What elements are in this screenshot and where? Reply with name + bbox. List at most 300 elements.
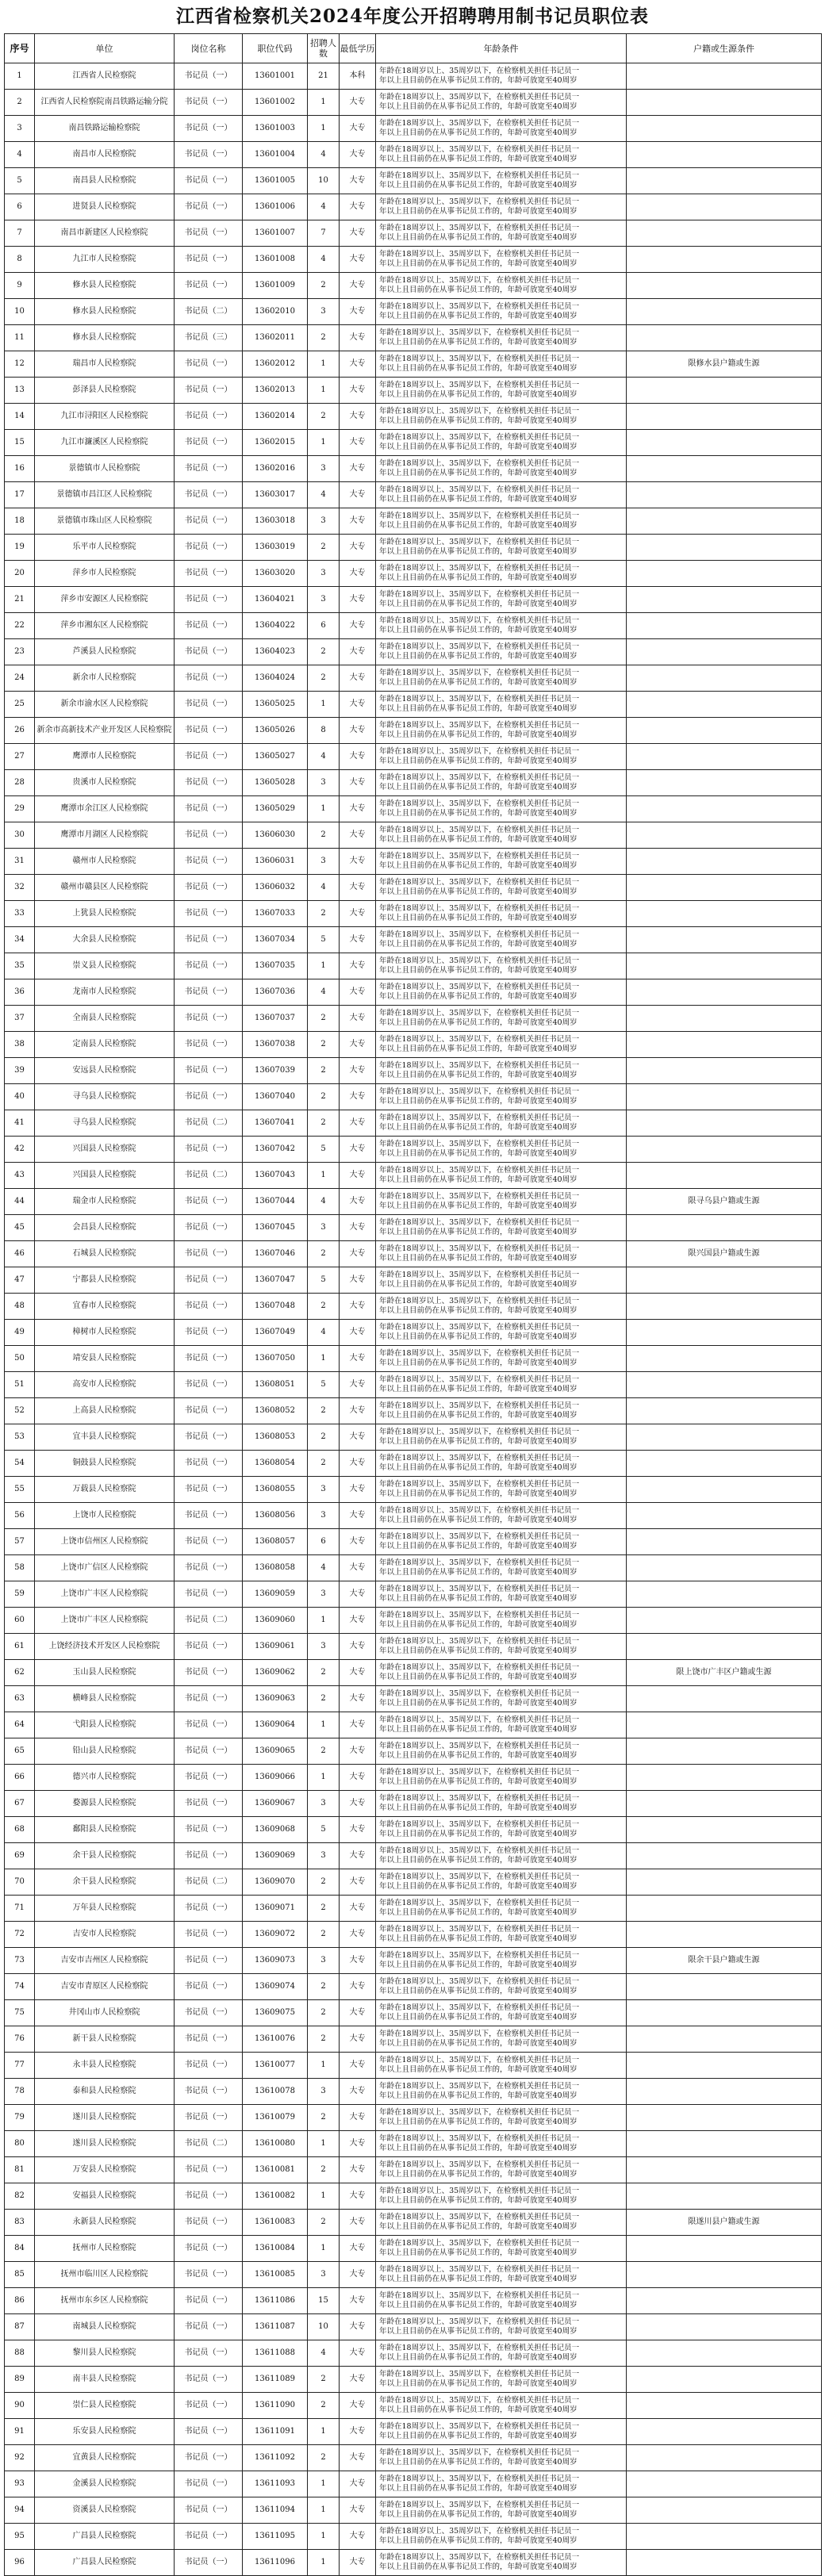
cell-unit: 景德镇市昌江区人民检察院 [35,482,175,508]
cond-line-1: 年龄在18周岁以上、35周岁以下，在检察机关担任书记员一 [379,2082,580,2091]
cell-hukou [627,1006,822,1032]
cell-unit: 宜丰县人民检察院 [35,1424,175,1451]
cell-seq: 54 [5,1451,35,1477]
table-row [5,639,822,665]
cell-num: 3 [308,587,340,613]
cell-seq: 86 [5,2288,35,2314]
cell-unit: 乐平市人民检察院 [35,535,175,561]
cell-edu: 大专 [340,1424,376,1451]
cell-num: 3 [308,299,340,325]
cell-code: 13604021 [243,587,308,613]
cell-hukou [627,1294,822,1320]
cell-seq: 14 [5,404,35,430]
cell-num: 1 [308,692,340,718]
cell-code: 13609066 [243,1765,308,1791]
table-row [5,2367,822,2393]
table-row [5,1058,822,1084]
cell-seq: 1 [5,63,35,90]
cell-num: 2 [308,1032,340,1058]
cond-line-1: 年龄在18周岁以上、35周岁以下，在检察机关担任书记员一 [379,1794,580,1803]
cell-num: 21 [308,63,340,90]
cond-line-1: 年龄在18周岁以上、35周岁以下，在检察机关担任书记员一 [379,1323,580,1332]
cond-line-2: 年以上且目前仍在从事书记员工作的，年龄可放宽至40周岁 [379,1306,578,1315]
table-row [5,1738,822,1765]
cell-edu: 大专 [340,1608,376,1634]
cond-line-1: 年龄在18周岁以上、35周岁以下，在检察机关担任书记员一 [379,2422,580,2431]
cond-line-1: 年龄在18周岁以上、35周岁以下，在检察机关担任书记员一 [379,2187,580,2195]
cell-post: 书记员（一） [175,1660,243,1686]
cell-edu: 大专 [340,927,376,953]
cond-line-1: 年龄在18周岁以上、35周岁以下，在检察机关担任书记员一 [379,328,580,337]
cell-num: 1 [308,1765,340,1791]
cell-hukou [627,1215,822,1241]
cell-hukou [627,273,822,299]
cell-unit: 萍乡市湘东区人民检察院 [35,613,175,639]
cond-line-1: 年龄在18周岁以上、35周岁以下，在检察机关担任书记员一 [379,590,580,599]
table-row [5,2497,822,2524]
cell-seq: 88 [5,2340,35,2367]
cond-line-2: 年以上且目前仍在从事书记员工作的，年龄可放宽至40周岁 [379,1489,578,1498]
table-row [5,404,822,430]
cell-cond [376,2367,627,2393]
cell-hukou [627,2053,822,2079]
cell-cond [376,2183,627,2210]
cell-unit: 上饶市信州区人民检察院 [35,1529,175,1555]
cell-seq: 68 [5,1817,35,1843]
cell-post: 书记员（二） [175,1110,243,1137]
cell-num: 1 [308,2471,340,2497]
cell-seq: 73 [5,1948,35,1974]
cell-edu: 大专 [340,1477,376,1503]
cond-line-2: 年以上且目前仍在从事书记员工作的，年龄可放宽至40周岁 [379,1882,578,1891]
cond-line-1: 年龄在18周岁以上、35周岁以下，在检察机关担任书记员一 [379,642,580,651]
cell-edu: 大专 [340,116,376,142]
cell-unit: 南丰县人民检察院 [35,2367,175,2393]
cell-code: 13609068 [243,1817,308,1843]
cell-edu: 大专 [340,692,376,718]
cell-num: 2 [308,665,340,692]
cell-unit: 会昌县人民检察院 [35,1215,175,1241]
cond-line-2: 年以上且目前仍在从事书记员工作的，年龄可放宽至40周岁 [379,443,578,451]
cell-cond [376,1555,627,1581]
cond-line-2: 年以上且目前仍在从事书记员工作的，年龄可放宽至40周岁 [379,809,578,818]
table-row [5,482,822,508]
cell-num: 2 [308,2105,340,2131]
cell-seq: 33 [5,901,35,927]
cell-seq: 31 [5,849,35,875]
cell-edu: 大专 [340,194,376,220]
cell-seq: 49 [5,1320,35,1346]
cell-seq: 41 [5,1110,35,1137]
cond-line-2: 年以上且目前仍在从事书记员工作的，年龄可放宽至40周岁 [379,1280,578,1289]
cell-hukou [627,561,822,587]
cell-code: 13607038 [243,1032,308,1058]
cell-cond [376,142,627,168]
cond-line-2: 年以上且目前仍在从事书记员工作的，年龄可放宽至40周岁 [379,1516,578,1524]
cell-code: 13601005 [243,168,308,194]
table-row [5,1660,822,1686]
cell-hukou [627,1503,822,1529]
cell-num: 1 [308,116,340,142]
cell-cond [376,482,627,508]
cell-post: 书记员（一） [175,220,243,247]
cell-hukou: 限兴国县户籍或生源 [627,1241,822,1267]
cell-num: 2 [308,1686,340,1712]
cell-post: 书记员（一） [175,2524,243,2550]
cell-seq: 79 [5,2105,35,2131]
cell-hukou [627,2497,822,2524]
cell-post: 书记员（一） [175,2314,243,2340]
cell-unit: 玉山县人民检察院 [35,1660,175,1686]
cell-num: 2 [308,1660,340,1686]
cell-seq: 47 [5,1267,35,1294]
table-row [5,875,822,901]
cell-num: 4 [308,194,340,220]
cell-num: 3 [308,1581,340,1608]
cell-code: 13601007 [243,220,308,247]
cond-line-1: 年龄在18周岁以上、35周岁以下，在检察机关担任书记员一 [379,1558,580,1567]
cell-hukou [627,1581,822,1608]
cell-num: 10 [308,168,340,194]
cell-num: 1 [308,953,340,979]
cell-hukou [627,1398,822,1424]
cond-line-1: 年龄在18周岁以上、35周岁以下，在检察机关担任书记员一 [379,276,580,285]
cond-line-2: 年以上且目前仍在从事书记员工作的，年龄可放宽至40周岁 [379,1542,578,1551]
table-row [5,1477,822,1503]
cell-code: 13610085 [243,2262,308,2288]
cell-edu: 大专 [340,2524,376,2550]
cell-code: 13607046 [243,1241,308,1267]
cell-code: 13609069 [243,1843,308,1869]
cell-code: 13607049 [243,1320,308,1346]
cell-post: 书记员（一） [175,2419,243,2445]
cell-code: 13602014 [243,404,308,430]
cell-post: 书记员（一） [175,535,243,561]
cell-hukou [627,927,822,953]
cond-line-2: 年以上且目前仍在从事书记员工作的，年龄可放宽至40周岁 [379,1961,578,1969]
cell-edu: 大专 [340,2393,376,2419]
cell-unit: 金溪县人民检察院 [35,2471,175,2497]
cell-post: 书记员（一） [175,613,243,639]
cell-cond [376,613,627,639]
cond-line-2: 年以上且目前仍在从事书记员工作的，年龄可放宽至40周岁 [379,573,578,582]
cell-seq: 80 [5,2131,35,2157]
table-row [5,1137,822,1163]
cell-edu: 大专 [340,351,376,378]
cell-post: 书记员（一） [175,1791,243,1817]
cell-cond [376,2053,627,2079]
cell-cond [376,1320,627,1346]
table-row [5,116,822,142]
cell-code: 13607043 [243,1163,308,1189]
cond-line-2: 年以上且目前仍在从事书记员工作的，年龄可放宽至40周岁 [379,1856,578,1865]
cell-edu: 大专 [340,1529,376,1555]
cell-hukou [627,639,822,665]
cond-line-2: 年以上且目前仍在从事书记员工作的，年龄可放宽至40周岁 [379,1097,578,1106]
cell-unit: 安福县人民检察院 [35,2183,175,2210]
cell-code: 13610083 [243,2210,308,2236]
cell-unit: 进贤县人民检察院 [35,194,175,220]
cell-hukou: 限上饶市广丰区户籍或生源 [627,1660,822,1686]
cell-edu: 大专 [340,142,376,168]
cell-num: 2 [308,1451,340,1477]
cond-line-1: 年龄在18周岁以上、35周岁以下，在检察机关担任书记员一 [379,433,580,442]
cond-line-2: 年以上且目前仍在从事书记员工作的，年龄可放宽至40周岁 [379,1725,578,1734]
cell-post: 书记员（一） [175,1294,243,1320]
cond-line-1: 年龄在18周岁以上、35周岁以下，在检察机关担任书记员一 [379,1899,580,1907]
cell-edu: 大专 [340,1660,376,1686]
cell-post: 书记员（一） [175,168,243,194]
table-row [5,2026,822,2053]
cell-num: 2 [308,325,340,351]
cell-seq: 81 [5,2157,35,2183]
cell-hukou [627,1634,822,1660]
cell-post: 书记员（一） [175,979,243,1006]
cell-post: 书记员（一） [175,2157,243,2183]
cond-line-1: 年龄在18周岁以上、35周岁以下，在检察机关担任书记员一 [379,1349,580,1358]
cond-line-1: 年龄在18周岁以上、35周岁以下，在检察机关担任书记员一 [379,2553,580,2562]
cell-edu: 大专 [340,953,376,979]
table-row [5,1608,822,1634]
cond-line-1: 年龄在18周岁以上、35周岁以下，在检察机关担任书记员一 [379,355,580,363]
cell-code: 13608055 [243,1477,308,1503]
table-row [5,1634,822,1660]
cell-hukou [627,613,822,639]
cell-seq: 13 [5,378,35,404]
cell-hukou [627,168,822,194]
cell-seq: 25 [5,692,35,718]
cell-seq: 36 [5,979,35,1006]
cell-cond [376,1477,627,1503]
cond-line-2: 年以上且目前仍在从事书记员工作的，年龄可放宽至40周岁 [379,1777,578,1786]
cell-cond [376,63,627,90]
cell-post: 书记员（一） [175,2236,243,2262]
cell-post: 书记员（一） [175,1922,243,1948]
cell-post: 书记员（一） [175,273,243,299]
cell-hukou [627,2314,822,2340]
cond-line-1: 年龄在18周岁以上、35周岁以下，在检察机关担任书记员一 [379,2501,580,2509]
cond-line-2: 年以上且目前仍在从事书记员工作的，年龄可放宽至40周岁 [379,1332,578,1341]
cell-cond [376,535,627,561]
cell-hukou [627,194,822,220]
cell-seq: 7 [5,220,35,247]
cell-num: 4 [308,1555,340,1581]
cond-line-2: 年以上且目前仍在从事书记员工作的，年龄可放宽至40周岁 [379,1175,578,1184]
cell-seq: 58 [5,1555,35,1581]
cell-num: 2 [308,1424,340,1451]
cell-edu: 大专 [340,1398,376,1424]
cell-post: 书记员（一） [175,744,243,770]
cell-code: 13609063 [243,1686,308,1712]
cell-seq: 30 [5,822,35,849]
cond-line-2: 年以上且目前仍在从事书记员工作的，年龄可放宽至40周岁 [379,992,578,1001]
cell-num: 2 [308,2157,340,2183]
cell-unit: 江西省人民检察院 [35,63,175,90]
table-body [5,63,822,2576]
cond-line-1: 年龄在18周岁以上、35周岁以下，在检察机关担任书记员一 [379,1480,580,1489]
cond-line-1: 年龄在18周岁以上、35周岁以下，在检察机关担任书记员一 [379,67,580,75]
cond-line-2: 年以上且目前仍在从事书记员工作的，年龄可放宽至40周岁 [379,1594,578,1603]
cell-edu: 大专 [340,613,376,639]
cond-line-2: 年以上且目前仍在从事书记员工作的，年龄可放宽至40周岁 [379,181,578,190]
cell-cond [376,822,627,849]
cell-seq: 94 [5,2497,35,2524]
cell-seq: 10 [5,299,35,325]
cell-post: 书记员（一） [175,247,243,273]
cell-post: 书记员（一） [175,1765,243,1791]
cell-seq: 27 [5,744,35,770]
header-num: 招聘人数 [308,34,340,63]
cell-post: 书记员（一） [175,90,243,116]
table-row [5,1032,822,1058]
cell-seq: 57 [5,1529,35,1555]
cell-cond [376,639,627,665]
cell-cond [376,2000,627,2026]
cond-line-1: 年龄在18周岁以上、35周岁以下，在检察机关担任书记员一 [379,1297,580,1305]
cell-seq: 15 [5,430,35,456]
cond-line-2: 年以上且目前仍在从事书记员工作的，年龄可放宽至40周岁 [379,2222,578,2231]
cell-unit: 安远县人民检察院 [35,1058,175,1084]
cell-unit: 修水县人民检察院 [35,325,175,351]
table-row [5,430,822,456]
cell-num: 1 [308,2524,340,2550]
table-row [5,142,822,168]
cond-line-1: 年龄在18周岁以上、35周岁以下，在检察机关担任书记员一 [379,1428,580,1436]
cell-code: 13610076 [243,2026,308,2053]
cell-num: 1 [308,1608,340,1634]
cond-line-2: 年以上且目前仍在从事书记员工作的，年龄可放宽至40周岁 [379,286,578,294]
cond-line-2: 年以上且目前仍在从事书记员工作的，年龄可放宽至40周岁 [379,547,578,556]
cell-post: 书记员（二） [175,1163,243,1189]
cond-line-2: 年以上且目前仍在从事书记员工作的，年龄可放宽至40周岁 [379,678,578,687]
cell-post: 书记员（一） [175,1529,243,1555]
cell-seq: 89 [5,2367,35,2393]
cond-line-2: 年以上且目前仍在从事书记员工作的，年龄可放宽至40周岁 [379,2405,578,2414]
cond-line-2: 年以上且目前仍在从事书记员工作的，年龄可放宽至40周岁 [379,1149,578,1158]
cell-post: 书记员（一） [175,2026,243,2053]
cell-unit: 弋阳县人民检察院 [35,1712,175,1738]
cell-seq: 19 [5,535,35,561]
cell-num: 1 [308,796,340,822]
cell-cond [376,2105,627,2131]
cell-edu: 大专 [340,744,376,770]
cell-num: 6 [308,1529,340,1555]
cell-code: 13601001 [243,63,308,90]
cell-edu: 大专 [340,2497,376,2524]
cell-code: 13602012 [243,351,308,378]
cell-edu: 大专 [340,1372,376,1398]
cond-line-1: 年龄在18周岁以上、35周岁以下，在检察机关担任书记员一 [379,2527,580,2536]
cell-post: 书记员（一） [175,1503,243,1529]
cell-hukou [627,1765,822,1791]
cell-edu: 大专 [340,1555,376,1581]
cell-edu: 大专 [340,1869,376,1896]
cond-line-1: 年龄在18周岁以上、35周岁以下，在检察机关担任书记员一 [379,1820,580,1829]
cell-cond [376,2314,627,2340]
cond-line-2: 年以上且目前仍在从事书记员工作的，年龄可放宽至40周岁 [379,966,578,975]
cell-post: 书记员（一） [175,1974,243,2000]
header-seq: 序号 [5,34,35,63]
cond-line-2: 年以上且目前仍在从事书记员工作的，年龄可放宽至40周岁 [379,2091,578,2100]
cell-hukou [627,1712,822,1738]
cell-cond [376,1817,627,1843]
cell-hukou [627,1058,822,1084]
cell-post: 书记员（一） [175,1398,243,1424]
cell-cond [376,1006,627,1032]
cell-code: 13607040 [243,1084,308,1110]
cell-unit: 九江市浔阳区人民检察院 [35,404,175,430]
cell-post: 书记员（一） [175,2053,243,2079]
cond-line-1: 年龄在18周岁以上、35周岁以下，在检察机关担任书记员一 [379,1637,580,1646]
cell-post: 书记员（一） [175,404,243,430]
cell-cond [376,849,627,875]
cell-num: 2 [308,639,340,665]
cell-code: 13602013 [243,378,308,404]
table-row [5,2314,822,2340]
cell-unit: 上饶市广丰区人民检察院 [35,1608,175,1634]
cell-seq: 6 [5,194,35,220]
cell-num: 5 [308,1817,340,1843]
cell-seq: 16 [5,456,35,482]
cell-post: 书记员（一） [175,665,243,692]
cell-num: 1 [308,2053,340,2079]
cell-hukou [627,587,822,613]
cond-line-2: 年以上且目前仍在从事书记员工作的，年龄可放宽至40周岁 [379,652,578,661]
cell-edu: 大专 [340,1189,376,1215]
cell-edu: 大专 [340,587,376,613]
cond-line-1: 年龄在18周岁以上、35周岁以下，在检察机关担任书记员一 [379,2474,580,2483]
cell-cond [376,2079,627,2105]
cell-post: 书记员（一） [175,430,243,456]
cell-num: 3 [308,561,340,587]
cell-hukou [627,535,822,561]
cell-edu: 大专 [340,2131,376,2157]
cond-line-2: 年以上且目前仍在从事书记员工作的，年龄可放宽至40周岁 [379,783,578,792]
cell-code: 13609067 [243,1791,308,1817]
cond-line-1: 年龄在18周岁以上、35周岁以下，在检察机关担任书记员一 [379,904,580,913]
cell-code: 13608051 [243,1372,308,1398]
cond-line-1: 年龄在18周岁以上、35周岁以下，在检察机关担任书记员一 [379,1401,580,1410]
cell-seq: 60 [5,1608,35,1634]
cell-num: 2 [308,1006,340,1032]
cond-line-2: 年以上且目前仍在从事书记员工作的，年龄可放宽至40周岁 [379,469,578,477]
cell-code: 13601008 [243,247,308,273]
cond-line-1: 年龄在18周岁以上、35周岁以下，在检察机关担任书记员一 [379,1846,580,1855]
cond-line-1: 年龄在18周岁以上、35周岁以下，在检察机关担任书记员一 [379,1532,580,1541]
cell-seq: 55 [5,1477,35,1503]
cell-cond [376,692,627,718]
cell-unit: 上饶经济技术开发区人民检察院 [35,1634,175,1660]
table-row [5,2157,822,2183]
cell-num: 3 [308,2079,340,2105]
cond-line-1: 年龄在18周岁以上、35周岁以下，在检察机关担任书记员一 [379,2239,580,2248]
cell-num: 2 [308,273,340,299]
cell-unit: 南昌市新建区人民检察院 [35,220,175,247]
cell-seq: 56 [5,1503,35,1529]
cell-hukou: 限修水县户籍或生源 [627,351,822,378]
cell-seq: 63 [5,1686,35,1712]
cell-hukou [627,1346,822,1372]
cell-edu: 大专 [340,2314,376,2340]
cell-unit: 崇义县人民检察院 [35,953,175,979]
cond-line-2: 年以上且目前仍在从事书记员工作的，年龄可放宽至40周岁 [379,1620,578,1629]
cell-hukou [627,2131,822,2157]
cond-line-2: 年以上且目前仍在从事书记员工作的，年龄可放宽至40周岁 [379,2065,578,2074]
cond-line-2: 年以上且目前仍在从事书记员工作的，年龄可放宽至40周岁 [379,1411,578,1420]
cell-code: 13608056 [243,1503,308,1529]
cell-edu: 大专 [340,822,376,849]
cell-code: 13609074 [243,1974,308,2000]
